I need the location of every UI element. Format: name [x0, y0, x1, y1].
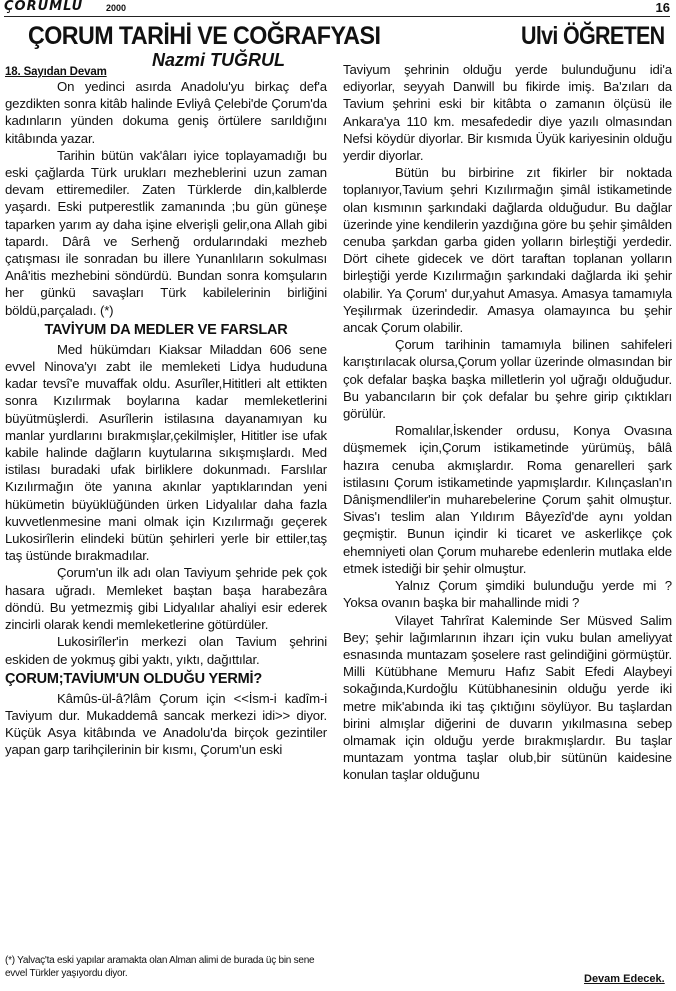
- paragraph: Çorum tarihinin tamamıyla bilinen sahifeleri karıştırılacak olursa,Çorum yollar üzerinde olmasından bir çok defalar başka başka milletlerin yol uğrağı olduğudur. Bu yabancıların bir çok defalar bu şehre girip çıktıkları görülür.: [343, 337, 672, 422]
- continued-from-note: 18. Sayıdan Devam: [5, 66, 107, 78]
- paragraph: Bütün bu birbirine zıt fikirler bir noktada toplanıyor,Tavium şehri Kızılırmağın şimâl istikametinde olan kısmının şarkındaki dağlarda olduğudur. Bu dağlar üzerinde yine kendilerin yazdığına göre bu şehir şimâlden cenuba şarkdan garba giden yolların birleştiği yerdedir. Dört cihete gidecek ve dört taraftan toplanan yolların birleştiği yerde Kızılırmağın şarkındaki dağlarda iki şehir olabilir. Ya Çorum' dur,yahut Amasya. Amasya tamamıyla Yeşilırmak üzerindedir. Amasya olamayınca bu şehir ancak Çorum olabilir.: [343, 165, 672, 336]
- paragraph: Çorum'un ilk adı olan Taviyum şehride pek çok hasara uğradı. Memleket baştan başa harabezâra döndü. Bu yetmezmiş gibi Lidyalılar ahaliyi esir ederek zincirli olarak kendi memleketlerine götürdüler.: [5, 565, 327, 633]
- page-header: [4, 0, 672, 16]
- footnote: (*) Yalvaç'ta eski yapılar aramakta olan Alman alimi de burada üç bin sene evvel Türkler yaşıyordu diyor.: [5, 955, 315, 979]
- paragraph: Med hükümdarı Kiaksar Miladdan 606 sene evvel Ninova'yı zabt ile memleketi Lidya hududuna kadar tevsî'e muvaffak oldu. Asurîler,Hititleri alt ettikten sonra Kızılırmak boylarına kadar memleketlerini büyütmüşlerdi. Asurîlerin istilasına dayanamıyan ku manlar yurdlarını bırakmışlar,çekilmişler, Hititler ise ufak kabile halinde dağların kuytularına sıkışmışlardı. Med istilası buradaki ufak birliklere dokunmadı. Farslılar Kızılırmağın öte yanına akınlar yaptıklarından yeni hükümetin büyüklüğünden ürken Lidyalılar daha fazla kuvvetlenmesine mani olmak için Kızılırmağı geçerek Lukosirîlerin elindeki bütün şehirleri yerle bir ettiler,taş taş üstünde bırakmadılar.: [5, 341, 327, 564]
- newspaper-logo: ÇORUMLU: [4, 0, 84, 14]
- paragraph: Romalılar,İskender ordusu, Konya Ovasına düşmemek için,Çorum istikametinde yürümüş, bâlâ hazıra cenuba akmışlardır. Roma genarelleri şark istilasını Çorum istikametinde yapmışlardır. Kılınçaslan'ın Dânişmendliler'in muharebelerine Çorum şahit olmuştur. Sivas'ı teslim alan Yıldırım Bâyezîd'de aynı yoldan geçmiştir. Bunun içindir ki ticaret ve askerlikçe çok ehemniyeti olan Çorum muharebe edenlerin mutlaka elde etmek istediği bir şehir olmuştur.: [343, 423, 672, 576]
- right-column: [343, 61, 672, 784]
- article-title: ÇORUM TARİHİ VE COĞRAFYASI: [28, 22, 381, 50]
- paragraph: Vilayet Tahrîrat Kaleminde Ser Müsved Salim Bey; şehir lağımlarının ihzarı için vuku bulan ameliyyat esnasında muntazam şoselere rast gelindiğini görmüştür. Milli Kütübhane Memuru Hafız Sabit Efedi Alaybeyi sokağında,Kurdoğlu Kütübhanesinin olduğu yerde iki metre mik'abında iki taş çıktığını söylüyor. Bu taşlardan birini almışlar diğerini de duvarın yıkılmasına sebep olmamak için olduğu yerde bırakmışlardır. Bu taşlar muntazam yontma taşlar olub,bir sütünün kaidesine konulan taşlar olduğunu: [343, 612, 672, 783]
- page-number: 16: [655, 0, 670, 15]
- paragraph: Yalnız Çorum şimdiki bulunduğu yerde mi ? Yoksa ovanın başka bir mahallinde midi ?: [343, 578, 672, 611]
- paragraph: Lukosirîler'in merkezi olan Tavium şehrini eskiden de yokmuş gibi yaktı, yıktı, dağıttılar.: [5, 634, 327, 667]
- section-heading-tavium: ÇORUM;TAVİUM'UN OLDUĞU YERMİ?: [5, 670, 263, 687]
- header-rule: [4, 16, 670, 17]
- issue-year: 2000: [106, 3, 127, 13]
- left-column: [5, 62, 327, 759]
- author-right: Ulvi ÖĞRETEN: [521, 22, 665, 50]
- paragraph: On yedinci asırda Anadolu'yu birkaç def'a gezdikten sonra kitâb halinde Evliyâ Çelebi'de Çorum'da kadınların yünden dokuma geniş örtülere sarıldığını kitâbında yazar.: [5, 79, 327, 146]
- paragraph: Kâmûs-ül-â?lâm Çorum için <<İsm-i kadîm-i Taviyum dur. Mukaddemâ sancak merkezi idi>> diyor. Küçük Asya kitâbında ve Anadolu'da birçok gezintiler yapan garp tarihçilerinin bir kısmı, Çorum'un eski: [5, 690, 327, 758]
- author-left: Nazmi TUĞRUL: [152, 50, 286, 70]
- paragraph: Tarihin bütün vak'âları iyice toplayamadığı bu eski çağlarda Türk urukları mezheblerini uzun zaman devam ettiremediler. Zaten Türklerde din,kalblerde yaşardı. Eski putperestlik zamanında ;bu gün güneşe taparken yarım ay daha işine elverişli gelir,ona Allah gibi tapardı. Dârâ ve Serhenğ ordularındaki mezheb çatışması ile sonradan bu illere Yunanlıların sokulması Anâ'itis mezhebini söndürdü. Bundan sonra komşuların her günkü savaşları Türk kabilelerinin birliğini böldü,parçaladı. (*): [5, 147, 327, 318]
- to-be-continued: Devam Edecek.: [584, 973, 665, 985]
- section-heading-medler: TAVİYUM DA MEDLER VE FARSLAR: [44, 321, 288, 338]
- paragraph: Taviyum şehrinin olduğu yerde bulunduğunu idi'a ediyorlar, seyyah Danwill bu fikirde imiş. Ba'zıları da Tavium şehrini eski bir kitâbta o zamanın ölçüsü ile Ankara'ya 110 km. mesafededir diye yazılı olmasından Nefsi köydür diyorlar. Bir kısmıda Üyük kariyesinin olduğu yerdir diyorlar.: [343, 62, 672, 164]
